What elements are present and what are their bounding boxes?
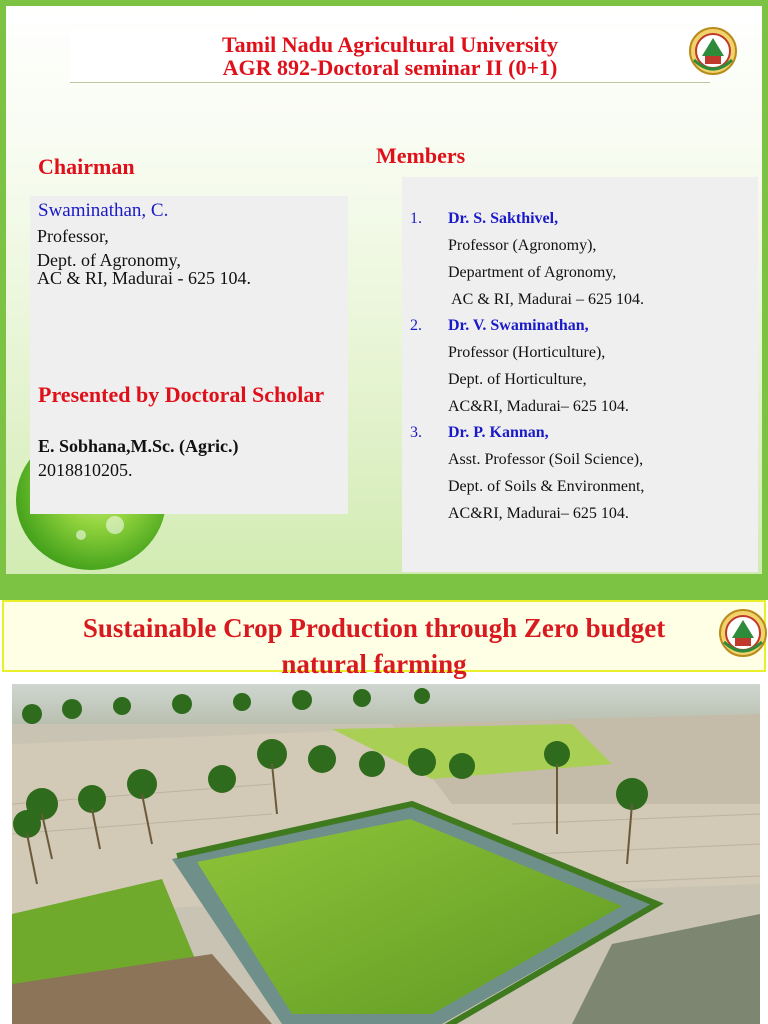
chairman-name: Swaminathan, C.	[38, 200, 169, 221]
university-name: Tamil Nadu Agricultural University	[222, 32, 558, 57]
slide-2-title-line-2: natural farming	[281, 649, 467, 679]
member-detail: Dept. of Soils & Environment,	[448, 478, 645, 495]
member-detail: Professor (Horticulture),	[448, 344, 606, 361]
member-number: 1.	[410, 210, 422, 227]
slide-2-title-line-1: Sustainable Crop Production through Zero budget	[82, 613, 666, 643]
header-title-box	[70, 30, 710, 83]
chairman-label: Chairman	[38, 154, 135, 179]
chairman-address: AC & RI, Madurai - 625 104.	[37, 268, 251, 288]
member-name: Dr. S. Sakthivel,	[448, 210, 559, 227]
member-number: 3.	[410, 424, 422, 441]
university-emblem-icon	[688, 26, 738, 76]
chairman-dept: Dept. of Agronomy,	[37, 250, 181, 270]
members-panel	[402, 177, 758, 572]
member-number: 2.	[410, 317, 422, 334]
member-detail: AC&RI, Madurai– 625 104.	[448, 505, 629, 522]
slide-1-bottom-band	[0, 574, 768, 592]
chairman-panel	[30, 196, 348, 514]
course-title: AGR 892-Doctoral seminar II (0+1)	[222, 55, 558, 80]
member-detail: Professor (Agronomy),	[448, 237, 597, 254]
aerial-farm-photo	[12, 684, 760, 1024]
members-label: Members	[376, 143, 466, 168]
member-detail: Dept. of Horticulture,	[448, 371, 587, 388]
member-name: Dr. V. Swaminathan,	[448, 317, 589, 334]
member-detail: Department of Agronomy,	[448, 264, 617, 281]
presented-by-label: Presented by Doctoral Scholar	[38, 382, 325, 407]
slide-2-title-box	[2, 600, 766, 679]
scholar-id: 2018810205.	[38, 460, 133, 480]
member-name: Dr. P. Kannan,	[448, 424, 549, 441]
member-detail: AC & RI, Madurai – 625 104.	[448, 291, 644, 308]
member-detail: Asst. Professor (Soil Science),	[448, 451, 644, 468]
university-emblem-icon	[718, 608, 768, 658]
slide-2	[0, 592, 768, 1024]
slide-2-top-band	[0, 592, 768, 600]
scholar-name: E. Sobhana,M.Sc. (Agric.)	[38, 436, 239, 456]
chairman-title: Professor,	[37, 226, 109, 246]
member-detail: AC&RI, Madurai– 625 104.	[448, 398, 629, 415]
